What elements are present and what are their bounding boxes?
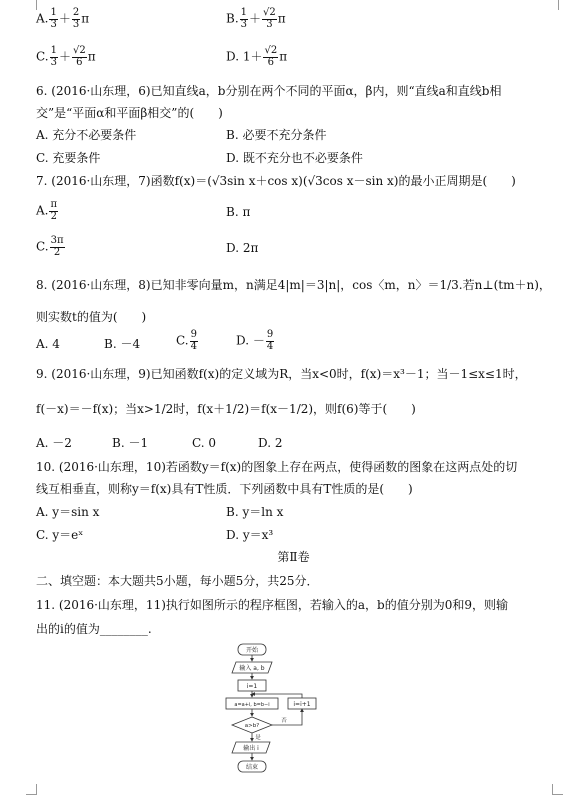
section-title: 第Ⅱ卷: [277, 550, 310, 564]
q6-option-d: D. 既不充分也不必要条件: [226, 151, 363, 165]
question-11-line1: 11. (2016·山东理，11)执行如图所示的程序框图，若输入的a，b的值分别为0和9，则输: [36, 598, 508, 612]
q9-option-a: A. －2: [36, 436, 72, 450]
flow-condition-label: a>b?: [244, 723, 260, 729]
q9-option-b: B. －1: [112, 436, 149, 450]
question-9-line1: 9. (2016·山东理，9)已知函数f(x)的定义域为R，当x<0时，f(x)＝x³－1；当－1≤x≤1时，: [36, 367, 527, 381]
corner-mark-bottom-right: [552, 784, 563, 795]
q9-option-d: D. 2: [258, 436, 283, 450]
q7-option-b: B. π: [226, 205, 251, 219]
q6-option-c: C. 充要条件: [36, 151, 101, 165]
question-6-line1: [36, 84, 556, 99]
q10-option-a: A. y＝sin x: [36, 505, 100, 519]
q7-option-c: C. $\frac{3\pi}{2}$: [36, 235, 64, 258]
option-b-top: B. $\frac{1}{3}$ ＋ $\frac{√2}{3}$ π: [226, 7, 286, 30]
q10-option-d: D. y＝x³: [226, 528, 274, 542]
flow-no-label: 否: [281, 718, 287, 724]
program-flowchart: [220, 642, 330, 776]
corner-mark-bottom-left: [26, 784, 37, 795]
flow-start-label: 开始: [245, 647, 259, 654]
question-8-line2: 则实数t的值为( ): [36, 310, 147, 324]
flow-yes-label: 是: [255, 735, 261, 741]
q9-option-c: C. 0: [192, 436, 217, 450]
question-9-line2: f(－x)＝－f(x)；当x>1/2时，f(x＋1/2)＝f(x－1/2)，则f(6)等于( ): [36, 402, 416, 416]
flow-update-label: a=a+i, b=b−i: [234, 702, 270, 708]
q6-option-a: A. 充分不必要条件: [36, 128, 137, 142]
q7-option-a: A. $\frac{\pi}{2}$: [36, 199, 58, 222]
question-7-line1: 7. (2016·山东理，7)函数f(x)＝(√3sin x＋cos x)(√3cos x－sin x)的最小正周期是( ): [36, 174, 516, 188]
option-d-top: D. 1＋ $\frac{√2}{6}$ π: [226, 45, 288, 68]
q8-option-a: A. 4: [36, 337, 60, 351]
flow-init-label: i=1: [246, 683, 258, 690]
flow-input-label: 输入 a, b: [239, 665, 265, 672]
question-10-line2: 线互相垂直，则称y＝f(x)具有T性质．下列函数中具有T性质的是( ): [36, 482, 413, 496]
question-10-line1: 10. (2016·山东理，10)若函数y＝f(x)的图象上存在两点，使得函数的图象在这两点处的切: [36, 460, 518, 474]
option-a-top: A. $\frac{1}{3}$ ＋ $\frac{2}{3}$ π: [36, 7, 90, 30]
q6-option-b: B. 必要不充分条件: [226, 128, 327, 142]
q10-option-c: C. y＝eˣ: [36, 528, 84, 542]
q8-option-b: B. －4: [104, 337, 141, 351]
q8-option-d: D. － $\frac{9}{4}$: [236, 329, 274, 352]
question-8-line1: 8. (2016·山东理，8)已知非零向量m，n满足4|m|＝3|n|，cos〈m，n〉＝1/3.若n⊥(tm＋n)，: [36, 278, 551, 292]
question-11-line2: 出的i的值为________.: [36, 622, 152, 636]
part2-header: 二、填空题：本大题共5小题，每小题5分，共25分．: [36, 574, 319, 588]
option-c-top: C. $\frac{1}{3}$ ＋ $\frac{√2}{6}$ π: [36, 45, 96, 68]
flow-end-label: 结束: [245, 764, 259, 771]
flow-output-label: 输出 i: [243, 745, 259, 752]
q8-option-c: C. $\frac{9}{4}$: [176, 329, 197, 352]
q7-option-d: D. 2π: [226, 241, 259, 255]
flow-increment-label: i=i+1: [293, 701, 311, 708]
question-6-line2: 交”是“平面α和平面β相交”的( ): [36, 106, 223, 120]
q10-option-b: B. y＝ln x: [226, 505, 284, 519]
q6-text: 6. (2016·山东理，6)已知直线a，b分别在两个不同的平面α，β内，则“直线a和直线b相: [36, 84, 502, 98]
corner-mark-top-right: [548, 0, 559, 10]
